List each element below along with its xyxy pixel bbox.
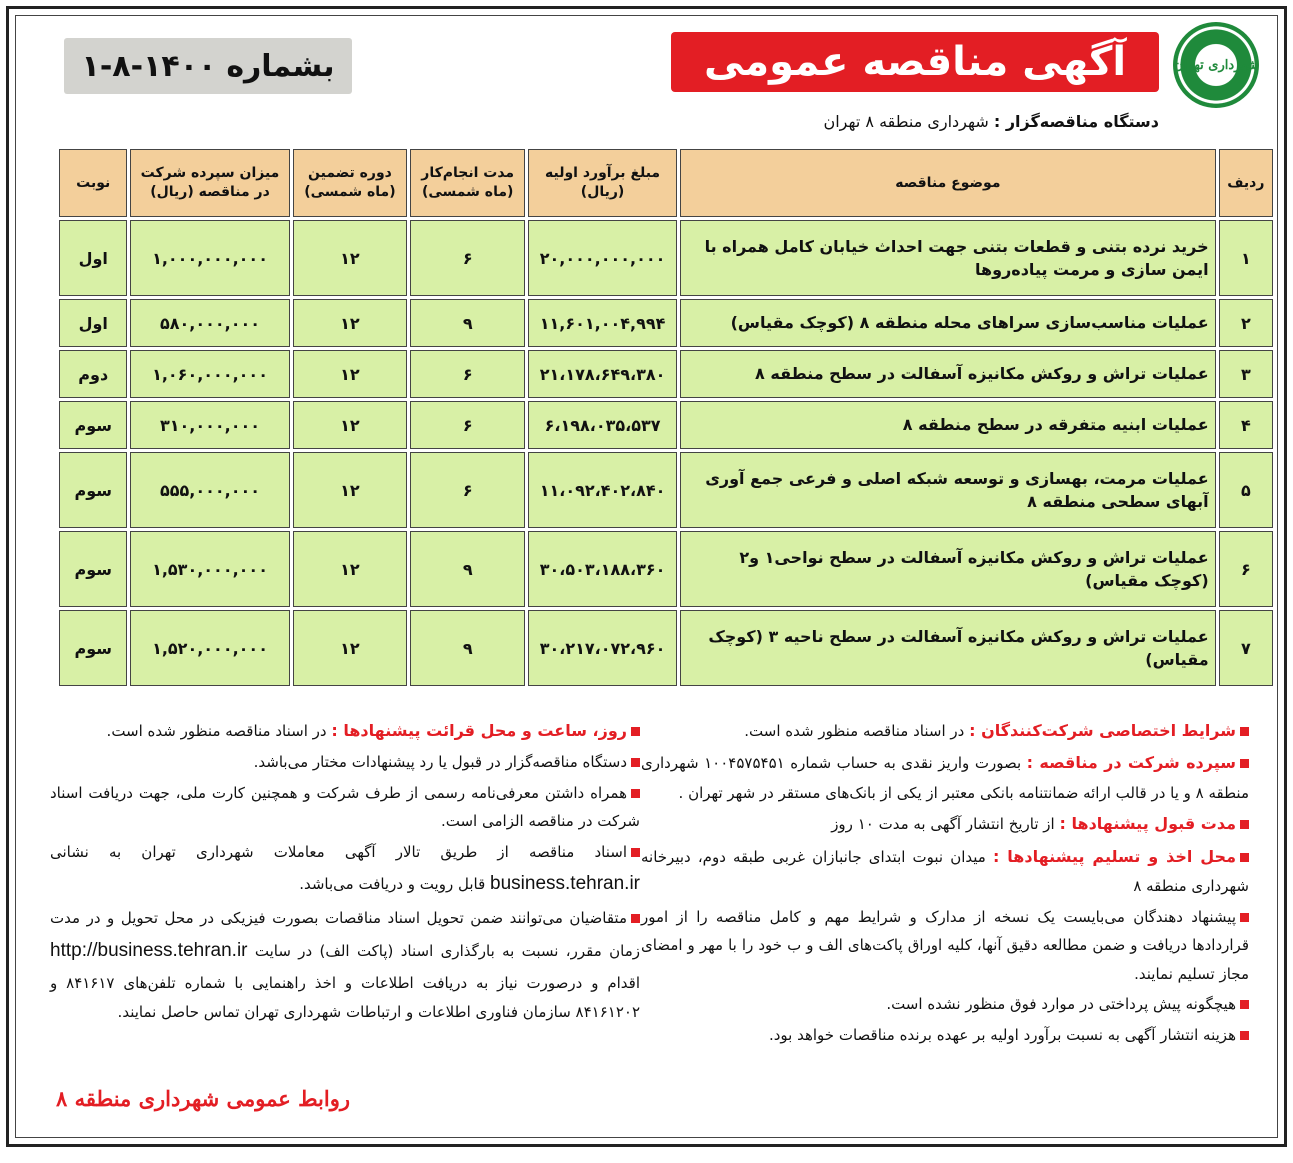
condition-item <box>50 904 640 1026</box>
cell-subject: عملیات تراش و روکش مکانیزه آسفالت در سطح ناحیه ۳ (کوچک مقیاس) <box>680 610 1216 686</box>
cell-estimate: ۲۱،۱۷۸،۶۴۹،۳۸۰ <box>528 350 677 398</box>
cell-duration: ۹ <box>410 299 525 347</box>
bullet-square-icon <box>1240 853 1249 862</box>
cell-row-number: ۵ <box>1219 452 1273 528</box>
condition-label: محل اخذ و تسلیم پیشنهادها : <box>992 846 1236 866</box>
condition-item <box>50 748 640 777</box>
cell-estimate: ۱۱،۰۹۲،۴۰۲،۸۴۰ <box>528 452 677 528</box>
cell-subject: عملیات مناسب‌سازی سراهای محله منطقه ۸ (کوچک مقیاس) <box>680 299 1216 347</box>
cell-row-number: ۷ <box>1219 610 1273 686</box>
condition-item <box>641 1021 1249 1050</box>
condition-text: قابل رویت و دریافت می‌باشد. <box>299 875 486 894</box>
tender-website-link[interactable]: business.tehran.ir <box>490 873 640 895</box>
table-row <box>59 350 1273 398</box>
condition-item <box>641 903 1249 989</box>
condition-text: پیشنهاد دهندگان می‌بایست یک نسخه از مدارک و شرایط مهم و کامل مناقصه را از امور قراردادها دریافت و ضمن مطالعه دقیق آنها، کلیه اوراق پاکت‌های الف و ب خود را با مهر و امضای مجاز تسلیم نمایند. <box>641 907 1249 983</box>
issue-number: ۱-۸-۱۴۰۰ <box>81 48 217 84</box>
conditions-right-column <box>641 716 1249 1051</box>
condition-text: هیچگونه پیش پرداختی در موارد فوق منظور نشده است. <box>886 995 1236 1014</box>
condition-text: هزینه انتشار آگهی به نسبت برآورد اولیه بر عهده برنده مناقصات خواهد بود. <box>768 1025 1236 1044</box>
cell-deposit: ۱,۵۲۰,۰۰۰,۰۰۰ <box>130 610 289 686</box>
table-header-row <box>59 149 1273 217</box>
cell-estimate: ۳۰،۵۰۳،۱۸۸،۳۶۰ <box>528 531 677 607</box>
condition-item <box>50 838 640 903</box>
condition-item <box>641 842 1249 901</box>
cell-warranty: ۱۲ <box>293 350 408 398</box>
bullet-square-icon <box>631 914 640 923</box>
header-deposit: میزان سپرده شرکت در مناقصه (ریال) <box>130 149 289 217</box>
condition-label: شرایط اختصاصی شرکت‌کنندگان : <box>969 721 1236 740</box>
cell-duration: ۹ <box>410 610 525 686</box>
cell-row-number: ۱ <box>1219 220 1273 296</box>
cell-deposit: ۵۵۵,۰۰۰,۰۰۰ <box>130 452 289 528</box>
condition-text: بصورت واریز نقدی به حساب شماره ۱۰۰۴۵۷۵۴۵۱ شهرداری منطقه ۸ و یا در قالب ارائه ضمانتنامه بانکی معتبر از یکی از بانک‌های مستقر در شهر تهران . <box>641 754 1249 802</box>
issuer-label: دستگاه مناقصه‌گزار : <box>993 112 1159 131</box>
tender-table <box>56 146 1276 689</box>
public-relations-signature: روابط عمومی شهرداری منطقه ۸ <box>56 1086 351 1111</box>
cell-turn: اول <box>59 299 127 347</box>
cell-row-number: ۳ <box>1219 350 1273 398</box>
cell-row-number: ۴ <box>1219 401 1273 449</box>
cell-warranty: ۱۲ <box>293 610 408 686</box>
cell-duration: ۶ <box>410 401 525 449</box>
cell-subject: عملیات مرمت، بهسازی و توسعه شبکه اصلی و فرعی جمع آوری آبهای سطحی منطقه ۸ <box>680 452 1216 528</box>
cell-subject: عملیات تراش و روکش مکانیزه آسفالت در سطح منطقه ۸ <box>680 350 1216 398</box>
cell-subject: عملیات تراش و روکش مکانیزه آسفالت در سطح نواحی۱ و۲ (کوچک مقیاس) <box>680 531 1216 607</box>
condition-label: سپرده شرکت در مناقصه : <box>1026 753 1236 773</box>
cell-row-number: ۲ <box>1219 299 1273 347</box>
bullet-square-icon <box>1240 1031 1249 1040</box>
cell-estimate: ۲۰,۰۰۰,۰۰۰,۰۰۰ <box>528 220 677 296</box>
cell-deposit: ۱,۰۰۰,۰۰۰,۰۰۰ <box>130 220 289 296</box>
issuer-value: شهرداری منطقه ۸ تهران <box>823 112 989 131</box>
cell-duration: ۶ <box>410 350 525 398</box>
cell-turn: سوم <box>59 452 127 528</box>
condition-text: اقدام و درصورت نیاز به دریافت اطلاعات و اخذ راهنمایی با شماره تلفن‌های ۸۴۱۶۱۷ و ۸۴۱۶۱۲۰۲ سازمان فناوری اطلاعات و ارتباطات شهرداری تهران تماس حاصل نمایند. <box>50 974 640 1021</box>
issuer-line <box>823 112 1159 131</box>
condition-text: دستگاه مناقصه‌گزار در قبول یا رد پیشنهادات مختار می‌باشد. <box>253 753 627 772</box>
cell-deposit: ۵۸۰,۰۰۰,۰۰۰ <box>130 299 289 347</box>
header-warranty: دوره تضمین (ماه شمسی) <box>293 149 408 217</box>
condition-item <box>641 716 1249 746</box>
table-row <box>59 452 1273 528</box>
condition-text: در اسناد مناقصه منظور شده است. <box>744 722 965 740</box>
cell-duration: ۶ <box>410 452 525 528</box>
cell-subject: خرید نرده بتنی و قطعات بتنی جهت احداث خیابان کامل همراه با ایمن سازی و مرمت پیاده‌روها <box>680 220 1216 296</box>
header-turn: نوبت <box>59 149 127 217</box>
condition-text: در اسناد مناقصه منظور شده است. <box>106 722 327 740</box>
bullet-square-icon <box>631 789 640 798</box>
conditions-left-column <box>50 716 640 1028</box>
cell-estimate: ۱۱,۶۰۱,۰۰۴,۹۹۴ <box>528 299 677 347</box>
bullet-square-icon <box>1240 820 1249 829</box>
header-duration: مدت انجام‌کار (ماه شمسی) <box>410 149 525 217</box>
condition-item <box>50 779 640 836</box>
tender-notice-page <box>6 6 1287 1147</box>
cell-warranty: ۱۲ <box>293 531 408 607</box>
cell-estimate: ۳۰،۲۱۷،۰۷۲،۹۶۰ <box>528 610 677 686</box>
cell-duration: ۹ <box>410 531 525 607</box>
cell-deposit: ۳۱۰,۰۰۰,۰۰۰ <box>130 401 289 449</box>
condition-item <box>50 716 640 746</box>
condition-item <box>641 990 1249 1019</box>
logo-text: شهرداری تهران <box>1173 57 1259 73</box>
cell-turn: اول <box>59 220 127 296</box>
inner-frame <box>15 15 1278 1138</box>
cell-estimate: ۶،۱۹۸،۰۳۵،۵۳۷ <box>528 401 677 449</box>
header-row-number: ردیف <box>1219 149 1273 217</box>
table-row <box>59 299 1273 347</box>
cell-deposit: ۱,۵۳۰,۰۰۰,۰۰۰ <box>130 531 289 607</box>
bullet-square-icon <box>631 848 640 857</box>
condition-text: متقاضیان می‌توانند ضمن تحویل اسناد مناقصات بصورت فیزیکی در محل تحویل و در مدت زمان مقرر، نسبت به بارگذاری اسناد (پاکت الف) در سایت <box>50 909 640 960</box>
cell-turn: سوم <box>59 531 127 607</box>
cell-duration: ۶ <box>410 220 525 296</box>
condition-text: از تاریخ انتشار آگهی به مدت ۱۰ روز <box>831 815 1055 834</box>
condition-item <box>641 809 1249 839</box>
issue-number-box <box>64 38 352 94</box>
header-estimate: مبلغ برآورد اولیه (ریال) <box>528 149 677 217</box>
cell-deposit: ۱,۰۶۰,۰۰۰,۰۰۰ <box>130 350 289 398</box>
condition-text: همراه داشتن معرفی‌نامه رسمی از طرف شرکت و همچنین کارت ملی، جهت دریافت اسناد شرکت در مناقصه الزامی است. <box>50 783 640 831</box>
condition-text: اسناد مناقصه از طریق تالار آگهی معاملات شهرداری تهران به نشانی <box>50 842 627 861</box>
condition-label: روز، ساعت و محل قرائت پیشنهادها : <box>331 721 627 740</box>
cell-turn: سوم <box>59 610 127 686</box>
table-row <box>59 610 1273 686</box>
bullet-square-icon <box>631 727 640 736</box>
cell-warranty: ۱۲ <box>293 401 408 449</box>
bullet-square-icon <box>1240 727 1249 736</box>
header-subject: موضوع مناقصه <box>680 149 1216 217</box>
notice-title: آگهی مناقصه عمومی <box>671 32 1159 92</box>
cell-warranty: ۱۲ <box>293 452 408 528</box>
cell-row-number: ۶ <box>1219 531 1273 607</box>
table-row <box>59 401 1273 449</box>
condition-item <box>641 748 1249 807</box>
condition-label: مدت قبول پیشنهادها : <box>1059 814 1236 834</box>
condition-text: میدان نبوت ابتدای جانبازان غربی طبقه دوم، دبیرخانه شهرداری منطقه ۸ <box>641 847 1249 896</box>
issue-label: بشماره <box>226 48 335 84</box>
tehran-municipality-logo <box>1173 22 1259 108</box>
bullet-square-icon <box>631 758 640 767</box>
bullet-square-icon <box>1240 913 1249 922</box>
cell-warranty: ۱۲ <box>293 299 408 347</box>
upload-website-link[interactable]: http://business.tehran.ir <box>50 939 248 961</box>
table-row <box>59 220 1273 296</box>
cell-warranty: ۱۲ <box>293 220 408 296</box>
bullet-square-icon <box>1240 1000 1249 1009</box>
cell-turn: دوم <box>59 350 127 398</box>
table-row <box>59 531 1273 607</box>
cell-turn: سوم <box>59 401 127 449</box>
cell-subject: عملیات ابنیه متفرقه در سطح منطقه ۸ <box>680 401 1216 449</box>
bullet-square-icon <box>1240 759 1249 768</box>
